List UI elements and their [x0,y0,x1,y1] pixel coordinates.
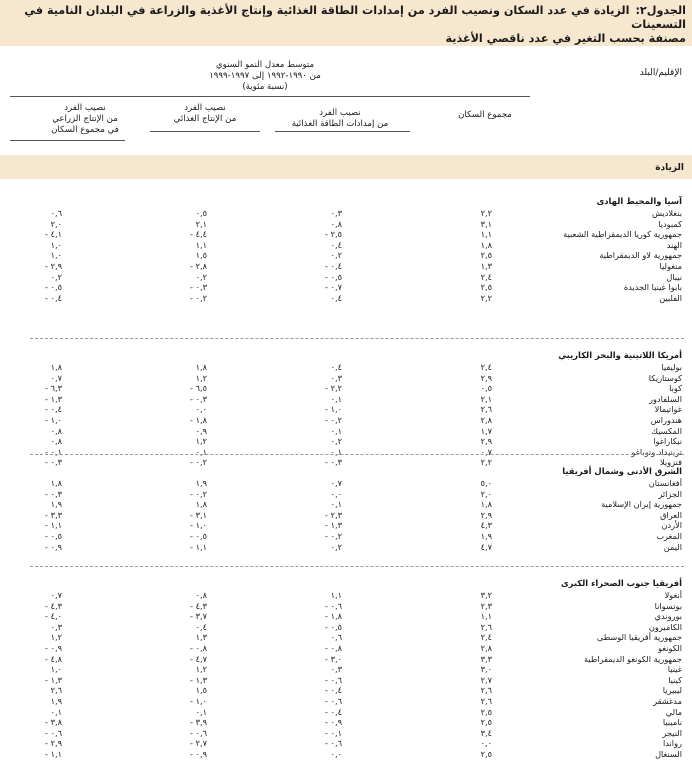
cell-energy: ٠,٨ [330,218,342,229]
cell-population: ٢,٧ [480,674,492,685]
group-title: آسيا والمحيط الهادى [596,196,682,206]
cell-food: ٠,٢ - [190,292,207,303]
cell-food: ١,٥ [195,250,207,261]
country-name: ترينيداد وتوباغو [631,446,682,457]
cell-energy: ٠,٢ [330,541,342,552]
country-name: الجزائر [658,488,682,499]
cell-population: ٢,٣ [480,600,492,611]
cell-population: ٢,٩ [480,436,492,447]
cell-population: ٢,٢ [480,208,492,218]
growth-rate-header [140,60,390,93]
cell-population: ٢,٤ [480,271,492,282]
cell-agriculture: ٤,٣ - [45,600,62,611]
cell-energy: ٠,٢ - [325,531,342,541]
group-title: أمريكا اللاتينية والبحر الكاريبي [558,350,682,360]
country-name: نيكاراغوا [653,436,682,447]
cell-energy: ٠,٤ - [325,261,342,271]
cell-agriculture: ٠,٦ [50,208,62,218]
cell-food: ٣,٩ - [190,717,207,728]
col-header-food [145,103,265,125]
cell-population: ٥,٠ [480,478,492,488]
col-header-energy-line-1: نصيب الفرد [319,108,361,118]
region-column-header: الإقليم/البلد [639,68,682,78]
country-name: العراق [660,509,682,520]
cell-energy: ٠,١ [330,425,342,436]
group-divider [30,454,684,455]
cell-energy: ٠,٣ - [325,457,342,468]
cell-energy: ١,٠ - [325,404,342,415]
cell-population: ٢,٤ [480,632,492,643]
cell-agriculture: ١,١ - [45,520,62,531]
cell-energy: ٠,٩ - [325,717,342,728]
country-name: بوتسوانا [654,600,682,611]
cell-population: ١,٨ [480,239,492,250]
cell-food: ١,٨ - [190,415,207,425]
cell-agriculture: ٠,٣ - [45,457,62,468]
cell-energy: ٠,٢ [330,250,342,261]
cell-population: ٢,٠ [480,488,492,499]
col-header-food-line-1: نصيب الفرد [184,103,226,113]
cell-food: ٠,٩ - [190,749,207,759]
cell-population: ٢,٦ [480,685,492,696]
growth-rate-line-2: من ١٩٩٠-١٩٩٢ إلى ١٩٩٧-١٩٩٩ [209,71,321,81]
cell-food: ٠,٨ [195,590,207,600]
cell-food: ٠,٠ [195,404,207,415]
cell-population: ٣,٢ [480,590,492,600]
cell-energy: ٠,٠ [330,488,342,499]
cell-population: ٣,١ [480,218,492,229]
cell-population: ٢,٥ [480,749,492,759]
table-number: الجدول٢: [635,4,686,17]
cell-agriculture: ٠,٦ - [45,727,62,738]
cell-energy: ٠,٧ [330,478,342,488]
cell-agriculture: ٠,١ - [45,446,62,457]
cell-population: ٢,٦ [480,404,492,415]
col-header-energy-line-2: من إمدادات الطاقة الغذائية [291,119,389,129]
cell-population: ١,١ [480,611,492,622]
country-name: جمهورية كوريا الديمقراطية الشعبية [563,229,682,240]
header-rule [10,96,530,97]
cell-food: ١,١ - [190,541,207,552]
col-header-energy [270,108,410,130]
country-name: جمهورية إيران الإسلامية [601,499,682,510]
cell-agriculture: ٠,٨ [50,425,62,436]
cell-population: ١,٨ [480,499,492,510]
cell-population: ٢,٥ [480,282,492,293]
cell-agriculture: ٢,٠ [50,218,62,229]
country-name: جمهورية لاو الديمقراطية [599,250,682,261]
cell-population: ٠,٥ [480,383,492,394]
cell-population: ٢,١ [480,393,492,404]
cell-energy: ٠,٣ [330,208,342,218]
agri-header-rule [10,140,125,141]
group-title: أفريقيا جنوب الصحراء الكبرى [560,578,682,588]
cell-energy: ٠,٢ - [325,415,342,425]
cell-agriculture: ١,٢ [50,632,62,643]
country-name: بوليفيا [661,362,682,372]
col-header-agriculture [25,103,145,136]
title-line-2: مصنفة بحسب التغير في عدد ناقصي الأغذية [445,32,686,45]
cell-food: ٠,٢ - [190,488,207,499]
cell-population: ٣,٠ [480,664,492,675]
cell-agriculture: ٠,٨ [50,436,62,447]
country-name: الكاميرون [648,621,682,632]
cell-population: ٢,٢ [480,457,492,468]
cell-agriculture: ٠,٥ - [45,282,62,293]
cell-energy: ٢,٥ - [325,229,342,240]
cell-food: ١,٣ [195,632,207,643]
cell-agriculture: ٢,٦ [50,685,62,696]
cell-food: ١,٥ [195,685,207,696]
cell-food: ٠,٦ - [190,727,207,738]
cell-agriculture: ٠,٣ [50,621,62,632]
cell-population: ٢,٩ [480,372,492,383]
cell-energy: ١,١ [330,590,342,600]
cell-agriculture: ٠,٣ - [45,488,62,499]
cell-agriculture: ٣,٨ - [45,717,62,728]
country-name: المكسيك [651,425,682,436]
cell-agriculture: ٠,٤ - [45,292,62,303]
col-header-agri-line-3: في مجموع السكان [51,125,119,135]
cell-agriculture: ١,٨ [50,362,62,372]
cell-agriculture: ١,٣ - [45,674,62,685]
cell-agriculture: ٣,٣ - [45,509,62,520]
country-name: هندوراس [650,415,682,425]
country-name: الكونغو [658,643,682,653]
country-name: كمبوديا [658,218,682,229]
cell-population: ٢,٥ [480,717,492,728]
cell-population: ٠,٠ [480,738,492,749]
cell-energy: ١,٣ - [325,520,342,531]
cell-population: ١,٧ [480,425,492,436]
cell-food: ٤,٣ - [190,600,207,611]
col-header-population: مجموع السكان [458,110,512,120]
country-name: جمهورية أفريقيا الوسطى [596,632,682,643]
country-name: الأردن [661,520,682,531]
cell-agriculture: ٠,١ [50,706,62,717]
cell-energy: ٠,٤ [330,292,342,303]
cell-energy: ٢,٣ - [325,509,342,520]
cell-food: ١,٣ - [190,674,207,685]
col-header-agri-line-1: نصيب الفرد [64,103,106,113]
country-name: المغرب [656,531,682,541]
cell-food: ٣,٧ - [190,611,207,622]
cell-food: ٠,٢ - [190,457,207,468]
country-name: غينيا [667,664,682,675]
country-name: جمهورية الكونغو الديمقراطية [584,653,682,664]
cell-food: ٠,٥ [195,208,207,218]
cell-energy: ٠,٨ - [325,643,342,653]
cell-food: ٠,٤ [195,621,207,632]
cell-agriculture: ٠,٤ - [45,404,62,415]
country-name: أنغولا [664,590,682,600]
cell-agriculture: ١,٩ [50,499,62,510]
section-band [0,155,692,179]
food-header-rule [150,131,260,132]
cell-food: ٢,٧ - [190,738,207,749]
country-name: السنغال [655,749,682,759]
country-name: بوروندي [654,611,682,622]
country-name: كوستاريكا [648,372,682,383]
country-name: الهند [666,239,682,250]
title-line-1: الزيادة في عدد السكان ونصيب الفرد من إمدادات الطاقة الغذائية وإنتاج الأغذية والزراعة في البلدان النامية في التسعينات [24,4,686,31]
cell-population: ٤,٧ [480,541,492,552]
cell-food: ١,٢ [195,664,207,675]
country-name: النيجر [662,727,682,738]
cell-food: ٤,٤ - [190,229,207,240]
country-name: غواتيمالا [654,404,682,415]
cell-energy: ٠,١ [330,446,342,457]
cell-energy: ٠,٤ [330,239,342,250]
col-header-agri-line-2: من الإنتاج الزراعي [52,114,118,124]
cell-food: ٣,١ - [190,509,207,520]
cell-energy: ٠,١ [330,393,342,404]
cell-agriculture: ١,٠ - [45,415,62,425]
cell-energy: ٠,٤ - [325,685,342,696]
cell-agriculture: ٠,٧ [50,590,62,600]
cell-energy: ٠,٤ [330,362,342,372]
cell-population: ٢,٦ [480,621,492,632]
cell-agriculture: ٢,٩ - [45,738,62,749]
cell-energy: ٠,٣ [330,372,342,383]
cell-population: ١,١ [480,229,492,240]
cell-food: ٢,١ [195,218,207,229]
group-title: الشرق الأدنى وشمال أفريقيا [562,466,682,476]
cell-population: ٢,٢ [480,292,492,303]
cell-food: ٠,١ [195,446,207,457]
cell-agriculture: ٦,٣ - [45,383,62,394]
group-divider [30,566,684,567]
cell-energy: ٠,١ - [325,727,342,738]
country-name: فنزويلا [659,457,682,468]
country-name: مدغشقر [653,696,682,706]
cell-agriculture: ١,٩ [50,696,62,706]
cell-food: ١,٨ [195,362,207,372]
cell-energy: ٠,٦ [330,632,342,643]
cell-food: ٠,٣ - [190,282,207,293]
cell-energy: ٠,٣ [330,664,342,675]
country-name: رواندا [662,738,682,749]
cell-energy: ٠,٢ [330,436,342,447]
cell-food: ٠,٨ - [190,643,207,653]
cell-agriculture: ٠,٧ [50,372,62,383]
country-name: نيبال [666,271,682,282]
cell-food: ٠,١ [195,706,207,717]
country-name: أفغانستان [648,478,682,488]
cell-food: ٠,٣ - [190,393,207,404]
cell-population: ٣,٤ [480,727,492,738]
cell-energy: ١,٨ - [325,611,342,622]
growth-rate-line-3: (نسبة مئوية) [242,82,288,92]
section-title: الزيادة [655,163,684,173]
cell-agriculture: ١,١ - [45,749,62,759]
cell-agriculture: ٠,٩ - [45,541,62,552]
country-name: مالي [665,706,682,717]
country-name: اليمن [663,541,682,552]
cell-population: ٢,٥ [480,250,492,261]
cell-population: ٤,٣ [480,520,492,531]
col-header-food-line-2: من الإنتاج الغذائي [173,114,237,124]
country-name: الفلبين [659,292,682,303]
cell-agriculture: ٢,٩ - [45,261,62,271]
cell-population: ٢,٤ [480,362,492,372]
country-name: ناميبيا [662,717,682,728]
cell-food: ٠,٩ [195,425,207,436]
cell-population: ٢,٦ [480,696,492,706]
cell-energy: ٠,٠ [330,749,342,759]
growth-rate-line-1: متوسط معدل النمو السنوي [215,60,315,70]
cell-food: ١,٠ - [190,520,207,531]
cell-agriculture: ٠,٢ [50,271,62,282]
cell-food: ٦,٥ - [190,383,207,394]
cell-energy: ٠,٦ - [325,738,342,749]
energy-header-rule [275,131,410,132]
cell-energy: ٣,٠ - [325,653,342,664]
cell-food: ١,٨ [195,499,207,510]
cell-energy: ٠,٦ - [325,696,342,706]
cell-food: ١,٢ [195,372,207,383]
cell-agriculture: ٤,١ - [45,229,62,240]
cell-energy: ٠,٤ - [325,706,342,717]
table-title [6,4,686,46]
cell-food: ١,٠ - [190,696,207,706]
cell-energy: ٠,٥ - [325,271,342,282]
cell-agriculture: ٠,٥ - [45,531,62,541]
cell-food: ١,٩ [195,478,207,488]
country-name: منغوليا [659,261,682,271]
group-divider [30,338,684,339]
cell-energy: ٠,٧ - [325,282,342,293]
cell-agriculture: ٤,٠ - [45,611,62,622]
cell-energy: ٢,٢ - [325,383,342,394]
cell-agriculture: ١,٨ [50,478,62,488]
cell-food: ٤,٧ - [190,653,207,664]
cell-food: ١,٢ [195,436,207,447]
cell-population: ٢,٨ [480,415,492,425]
country-name: ليبيريا [662,685,682,696]
cell-food: ٠,٥ - [190,531,207,541]
cell-agriculture: ١,٠ [50,664,62,675]
cell-population: ٠,٧ [480,446,492,457]
cell-population: ١,٣ [480,261,492,271]
cell-population: ٢,٩ [480,509,492,520]
country-name: بنغلاديش [652,208,682,218]
cell-food: ٠,٢ [195,271,207,282]
country-name: كوبا [669,383,682,394]
cell-energy: ٠,٦ - [325,600,342,611]
cell-energy: ٠,١ [330,499,342,510]
cell-agriculture: ١,٠ [50,250,62,261]
cell-food: ٢,٨ - [190,261,207,271]
cell-food: ١,١ [195,239,207,250]
cell-agriculture: ٠,٩ - [45,643,62,653]
cell-agriculture: ١,٠ [50,239,62,250]
cell-population: ٣,٣ [480,653,492,664]
cell-energy: ٠,٥ - [325,621,342,632]
country-name: بابوا غينيا الجديدة [623,282,682,293]
country-name: كينيا [668,674,682,685]
cell-agriculture: ١,٣ - [45,393,62,404]
cell-population: ٢,٥ [480,706,492,717]
cell-energy: ٠,٦ - [325,674,342,685]
cell-population: ٢,٨ [480,643,492,653]
cell-population: ١,٩ [480,531,492,541]
cell-agriculture: ٤,٨ - [45,653,62,664]
country-name: السلفادور [649,393,682,404]
